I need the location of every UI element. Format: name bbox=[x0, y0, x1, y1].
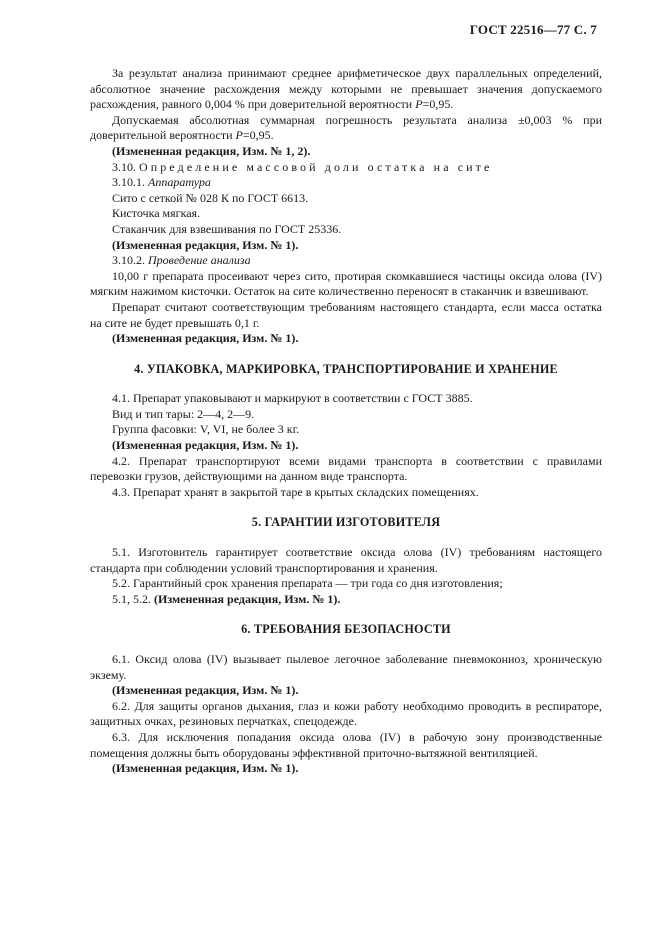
clause-number: 3.10. bbox=[112, 159, 136, 174]
paragraph-procedure: 10,00 г препарата просеивают через сито, протирая скомкавшиеся частицы оксида олова (IV) мягким нажимом кисточки. Остаток на сите количественно переносят в стаканчик и взвешивают. bbox=[90, 268, 602, 299]
equipment-item: Кисточка мягкая. bbox=[112, 206, 201, 221]
paragraph-error bbox=[90, 113, 602, 144]
edition-note: (Измененная редакция, Изм. № 1). bbox=[112, 331, 299, 346]
paragraph-5-1: 5.1. Изготовитель гарантирует соответствие оксида олова (IV) требованиям настоящего стандарта при соблюдении условий транспортирования и хранения. bbox=[90, 545, 602, 575]
document-body bbox=[90, 66, 602, 777]
paragraph-6-2: 6.2. Для защиты органов дыхания, глаз и кожи работу необходимо проводить в респираторе, защитных очках, резиновых перчатках, спецодежде. bbox=[90, 698, 602, 729]
variable-p: Р bbox=[415, 97, 423, 112]
edition-note: (Измененная редакция, Изм. № 1). bbox=[112, 683, 299, 698]
clause-number: 5.1, 5.2. bbox=[112, 591, 154, 606]
edition-note: (Измененная редакция, Изм. № 1, 2). bbox=[112, 143, 311, 158]
clause-number: 3.10.2. bbox=[112, 253, 145, 268]
paragraph-6-3: 6.3. Для исключения попадания оксида олова (IV) в рабочую зону производственные помещения должны быть оборудованы эффективной приточно-вытяжной вентиляцией. bbox=[90, 729, 602, 760]
paragraph-result bbox=[90, 66, 602, 113]
clause-3-10-1 bbox=[90, 175, 602, 191]
edition-note: (Измененная редакция, Изм. № 1). bbox=[112, 438, 299, 453]
paragraph-4-2: 4.2. Препарат транспортируют всеми видами транспорта в соответствии с правилами перевозки грузов, действующими на данном виде транспорта. bbox=[90, 453, 602, 484]
text: За результат анализа принимают среднее арифметическое двух параллельных определений, абсолютное значение расхождения между которыми не превышает значения допускаемого расхождения, равного 0,004 % при доверительной вероятности bbox=[90, 66, 602, 112]
edition-note: (Измененная редакция, Изм. № 1). bbox=[112, 761, 299, 776]
paragraph-4-1: 4.1. Препарат упаковывают и маркируют в соответствии с ГОСТ 3885. bbox=[112, 391, 473, 406]
paragraph-4-3: 4.3. Препарат хранят в закрытой таре в крытых складских помещениях. bbox=[112, 484, 479, 499]
clause-title: Проведение анализа bbox=[148, 253, 251, 268]
paragraph-5-2: 5.2. Гарантийный срок хранения препарата — три года со дня изготовления; bbox=[112, 576, 503, 591]
section-heading-5: 5. ГАРАНТИИ ИЗГОТОВИТЕЛЯ bbox=[251, 515, 441, 530]
paragraph-4-1-packing: Группа фасовки: V, VI, не более 3 кг. bbox=[112, 422, 300, 437]
page-header: ГОСТ 22516—77 С. 7 bbox=[469, 22, 597, 37]
section-heading-6: 6. ТРЕБОВАНИЯ БЕЗОПАСНОСТИ bbox=[241, 622, 451, 637]
edition-note: (Измененная редакция, Изм. № 1). bbox=[112, 237, 299, 252]
paragraph-5-edition bbox=[90, 592, 602, 608]
clause-number: 3.10.1. bbox=[112, 175, 145, 190]
paragraph-6-1: 6.1. Оксид олова (IV) вызывает пылевое легочное заболевание пневмокониоз, хроническую экзему. bbox=[90, 652, 602, 682]
clause-3-10 bbox=[90, 160, 602, 176]
clause-title: Аппаратура bbox=[148, 175, 211, 190]
edition-note: (Измененная редакция, Изм. № 1). bbox=[154, 591, 341, 606]
section-heading-4: 4. УПАКОВКА, МАРКИРОВКА, ТРАНСПОРТИРОВАНИЕ И ХРАНЕНИЕ bbox=[134, 361, 558, 376]
text: Допускаемая абсолютная суммарная погрешность результата анализа ±0,003 % при доверительной вероятности bbox=[90, 112, 602, 143]
paragraph-4-1-tare: Вид и тип тары: 2—4, 2—9. bbox=[112, 406, 255, 421]
clause-title: Определение массовой доли остатка на сите bbox=[139, 159, 493, 174]
variable-p: Р bbox=[235, 128, 243, 143]
paragraph-requirement: Препарат считают соответствующим требованиям настоящего стандарта, если масса остатка на сите не будет превышать 0,1 г. bbox=[90, 299, 602, 330]
text: =0,95. bbox=[242, 128, 274, 143]
text: =0,95. bbox=[422, 97, 454, 112]
equipment-item: Стаканчик для взвешивания по ГОСТ 25336. bbox=[112, 221, 342, 236]
clause-3-10-2 bbox=[90, 253, 602, 269]
equipment-item: Сито с сеткой № 028 К по ГОСТ 6613. bbox=[112, 190, 309, 205]
